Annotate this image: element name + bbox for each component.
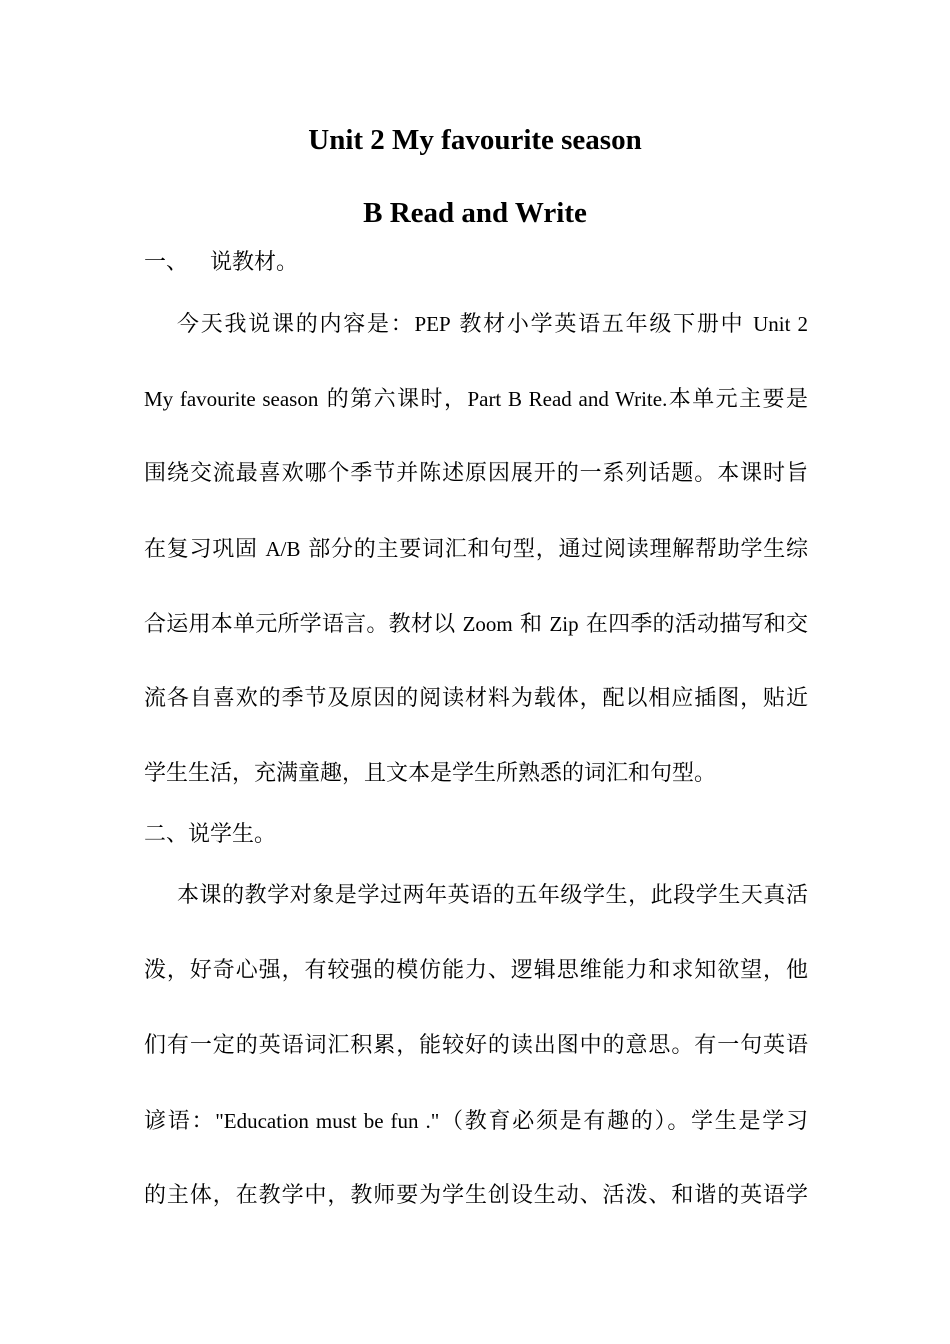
paragraph-line: My favourite season 的第六课时，Part B Read and Write.本单元主要是 [144, 387, 808, 412]
paragraph-line: 谚语："Education must be fun ."（教育必须是有趣的）。学生是学习 [144, 1109, 808, 1134]
paragraph-line: 合运用本单元所学语言。教材以 Zoom 和 Zip 在四季的活动描写和交 [144, 612, 808, 637]
paragraph-line: 围绕交流最喜欢哪个季节并陈述原因展开的一系列话题。本课时旨 [144, 461, 808, 486]
document-title: Unit 2 My favourite season [308, 124, 642, 156]
section-1-number: 一、 [144, 250, 189, 275]
section-2-heading: 二、说学生。 [144, 822, 277, 847]
section-1-title: 说教材。 [210, 250, 299, 275]
paragraph-line: 泼，好奇心强，有较强的模仿能力、逻辑思维能力和求知欲望，他 [144, 958, 808, 983]
paragraph-line: 的主体，在教学中，教师要为学生创设生动、活泼、和谐的英语学 [144, 1183, 808, 1208]
paragraph-line: 在复习巩固 A/B 部分的主要词汇和句型，通过阅读理解帮助学生综 [144, 537, 808, 562]
paragraph-line: 流各自喜欢的季节及原因的阅读材料为载体，配以相应插图，贴近 [144, 686, 808, 711]
paragraph-line: 学生生活，充满童趣，且文本是学生所熟悉的词汇和句型。 [144, 761, 717, 786]
paragraph-line: 本课的教学对象是学过两年英语的五年级学生，此段学生天真活 [177, 883, 808, 908]
section-1-heading [144, 248, 298, 278]
document-subtitle: B Read and Write [363, 197, 587, 229]
paragraph-line: 们有一定的英语词汇积累，能较好的读出图中的意思。有一句英语 [144, 1033, 808, 1058]
paragraph-line: 今天我说课的内容是：PEP 教材小学英语五年级下册中 Unit 2 [177, 312, 808, 337]
